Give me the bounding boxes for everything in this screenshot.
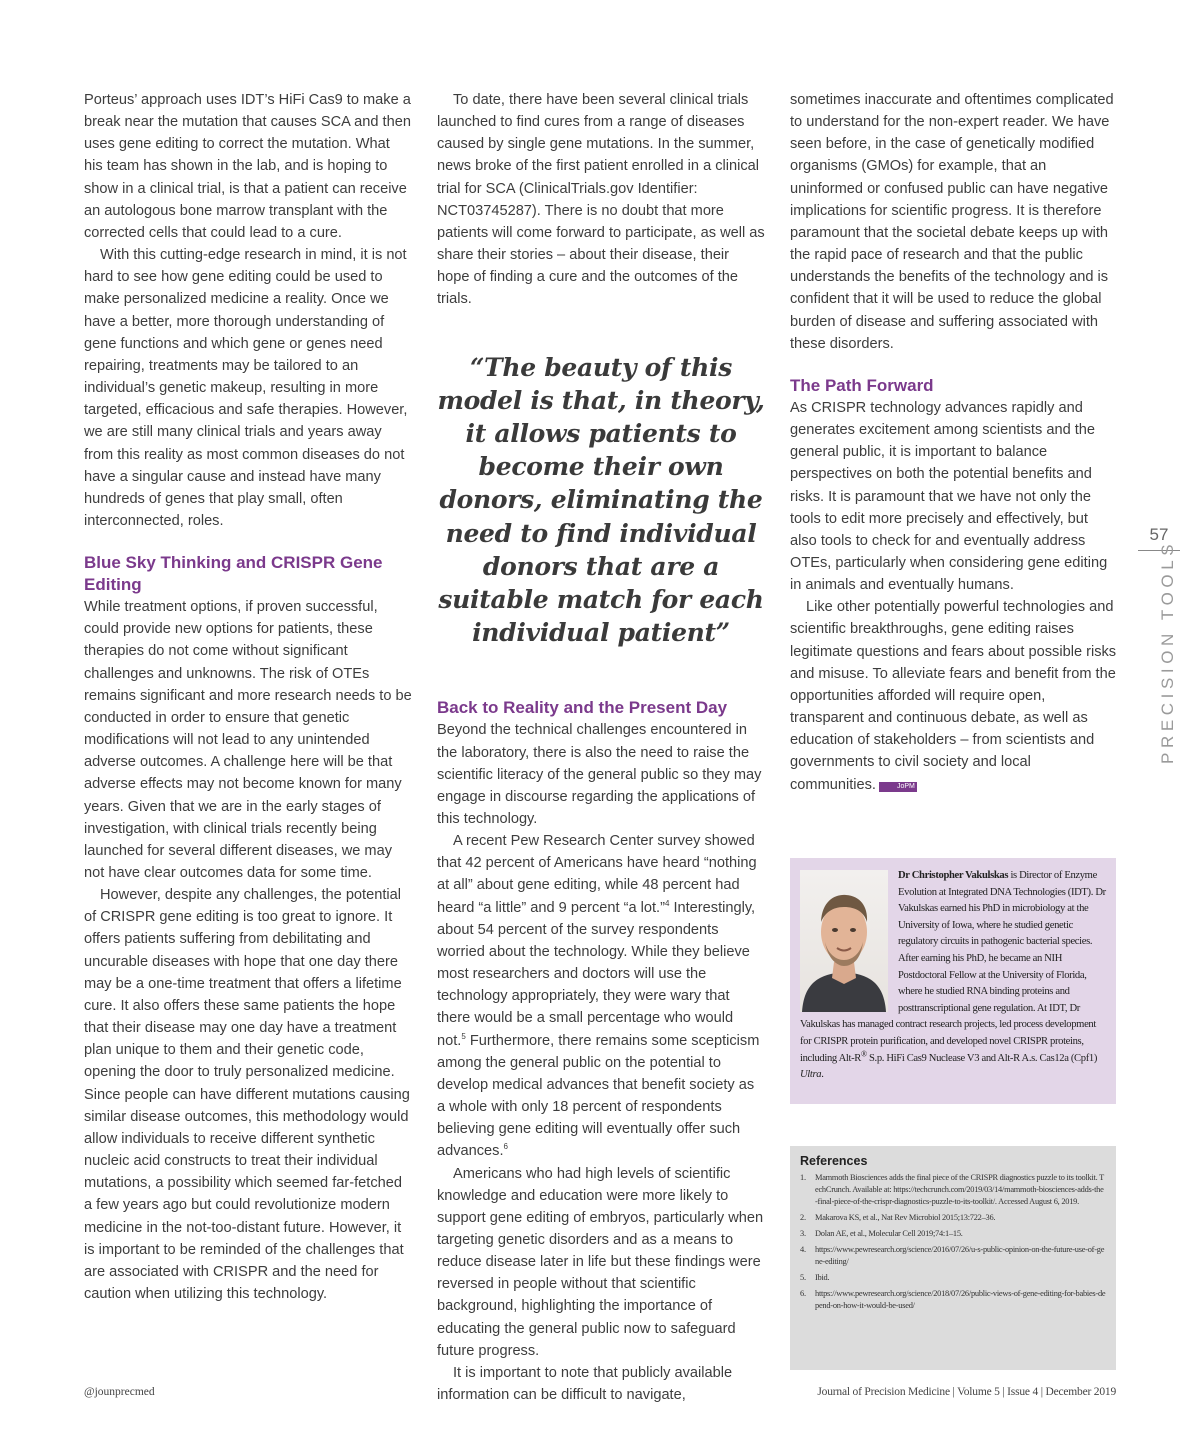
registered-mark: ® bbox=[860, 1049, 867, 1058]
author-bio-box bbox=[790, 858, 1116, 1104]
reference-text: Makarova KS, et al., Nat Rev Microbiol 2015;13:722–36. bbox=[815, 1213, 996, 1222]
bio-text: . bbox=[821, 1069, 824, 1081]
reference-text: Ibid. bbox=[815, 1273, 830, 1282]
reference-number: 1. bbox=[800, 1173, 806, 1182]
bio-text: S.p. HiFi Cas9 Nuclease V3 and Alt-R A.s. Cas12a (Cpf1) bbox=[866, 1052, 1098, 1064]
reference-number: 6. bbox=[800, 1289, 806, 1298]
paragraph: It is important to note that publicly available information can be difficult to navigate, bbox=[437, 1364, 733, 1404]
reference-text: https://www.pewresearch.org/science/2018/07/26/public-views-of-gene-editing-for-babies-depend-on-how-it-would-be-used/ bbox=[815, 1289, 1106, 1310]
footer-journal-info: Journal of Precision Medicine | Volume 5 | Issue 4 | December 2019 bbox=[817, 1386, 1116, 1398]
reference-number: 5. bbox=[800, 1273, 806, 1282]
paragraph: However, despite any challenges, the potential of CRISPR gene editing is too great to ignore. It offers patients suffering from debilitating and uncurable diseases with hope that one day there may be a one-time treatment that offers a lifetime cure. It also offers these same patients the hope that their disease may one day have a treatment plan unique to them and their genetic code, opening the door to truly personalized medicine. Since people can have different mutations causing similar disease outcomes, this methodology would allow individuals to receive different synthetic nucleic acid constructs to treat their individual mutations, a possibility which seemed far-fetched a few years ago but could revolutionize modern medicine in the not-too-distant future. However, it is important to be reminded of the challenges that are associated with CRISPR and the need for caution when utilizing this technology. bbox=[84, 887, 410, 1302]
reference-number: 4. bbox=[800, 1245, 806, 1254]
reference-item bbox=[800, 1228, 1106, 1240]
reference-marker: 5 bbox=[461, 1031, 466, 1041]
references-list bbox=[800, 1172, 1106, 1312]
paragraph: sometimes inaccurate and oftentimes complicated to understand for the non-expert reader. We have seen before, in the case of genetically modified organisms (GMOs) for example, that an uninformed or confused public can have negative implications for scientific progress. It is therefore paramount that the societal debate keeps up with the rapid pace of research and that the public understands the benefits of the technology and is confident that it will be used to reduce the global burden of disease and suffering associated with these disorders. bbox=[790, 92, 1114, 352]
paragraph: Porteus’ approach uses IDT’s HiFi Cas9 to make a break near the mutation that causes SCA and then uses gene editing to correct the mutation. What his team has shown in the lab, and is hoping to show in a clinical trial, is that a patient can receive an autologous bone marrow transplant with the corrected cells that could lead to a cure. bbox=[84, 92, 411, 241]
paragraph-text: Like other potentially powerful technologies and scientific breakthroughs, gene editing raises legitimate questions and fears about possible risks and misuse. To alleviate fears and benefit from the opportunities afforded will require open, transparent and continuous debate, as well as education of stakeholders – from scientists and governments to civil society and local communities. bbox=[790, 599, 1117, 793]
paragraph: With this cutting-edge research in mind, it is not hard to see how gene editing could be used to make personalized medicine a reality. Once we have a better, more thorough understanding of gene functions and which gene or genes need repairing, treatments may be tailored to an individual’s genetic makeup, resulting in more targeted, efficacious and safe therapies. However, we are still many clinical trials and years away from this reality as most common diseases do not have a singular cause and instead have many hundreds of genes that play small, often interconnected, roles. bbox=[84, 247, 408, 529]
reference-item bbox=[800, 1244, 1106, 1268]
reference-item bbox=[800, 1212, 1106, 1224]
pull-quote: “The beauty of this model is that, in theory, it allows patients to become their own donors, eliminating the need to find individual donors that are a suitable match for each individual patient” bbox=[437, 352, 765, 648]
paragraph: Americans who had high levels of scientific knowledge and education were more likely to support gene editing of embryos, particularly when targeting genetic disorders and as a means to reduce disease later in life but these findings were reversed in people without that scientific background, highlighting the importance of educating the general public now to safeguard future progress. bbox=[437, 1165, 764, 1359]
bio-text: is Director of Enzyme Evolution at Integrated DNA Technologies (IDT). Dr Vakulskas earned his PhD in microbiology at the University of Iowa, where he studied genetic regulatory circuits in pathogenic bacterial species. After earning his PhD, he became an NIH Postdoctoral Fellow at the University of Florida, where he studied RNA binding proteins and posttranscriptional gene regulation. At IDT, Dr Vakulskas has managed contract research projects, led process development for CRISPR protein purification, and developed novel CRISPR proteins, including Alt-R bbox=[800, 870, 1106, 1064]
paragraph: To date, there have been several clinical trials launched to find cures from a range of diseases caused by single gene mutations. In the summer, news broke of the first patient enrolled in a clinical trial for SCA (ClinicalTrials.gov Identifier: NCT03745287). There is no doubt that more patients will come forward to participate, as well as share their stories – about their disease, their hope of finding a cure and the outcomes of the trials. bbox=[437, 92, 765, 308]
article-column-3 bbox=[790, 89, 1118, 796]
paragraph bbox=[790, 596, 1118, 795]
paragraph: While treatment options, if proven successful, could provide new options for patients, these therapies do not come without significant challenges and unknowns. The risk of OTEs remains significant and more research needs to be conducted in order to ensure that genetic modifications will not lead to any unintended adverse outcomes. A challenge here will be that adverse effects may not become known for many years. Given that we are in the early stages of investigation, with clinical trials recently being launched for several different diseases, we may not have clear outcomes data for some time. bbox=[84, 599, 412, 881]
author-portrait-illustration bbox=[800, 870, 888, 1012]
reference-marker: 4 bbox=[664, 898, 670, 908]
bio-text-italic: Ultra bbox=[800, 1069, 822, 1081]
reference-text: https://www.pewresearch.org/science/2016/07/26/u-s-public-opinion-on-the-future-use-of-gene-editing/ bbox=[815, 1245, 1105, 1266]
reference-item bbox=[800, 1172, 1106, 1208]
paragraph-text: Furthermore, there remains some scepticism among the general public on the potential to develop medical advances that benefit society as a whole with only 18 percent of respondents believing gene editing will eventually offer such advances. bbox=[437, 1032, 760, 1160]
reference-item bbox=[800, 1272, 1106, 1284]
reference-marker: 6 bbox=[503, 1142, 508, 1152]
reference-text: Mammoth Biosciences adds the final piece of the CRISPR diagnostics puzzle to its toolkit. TechCrunch. Available at: https://techcrunch.com/2019/03/14/mammoth-biosciences-adds-the-final-piece-of-the-crispr-diagnostics-puzzle-to-its-toolkit/. Accessed August 6, 2019. bbox=[815, 1173, 1105, 1206]
references-box bbox=[790, 1146, 1116, 1370]
section-heading: Blue Sky Thinking and CRISPR Gene Editing bbox=[84, 553, 383, 595]
section-label: PRECISION TOOLS bbox=[1158, 539, 1177, 764]
footer-handle: @jounprecmed bbox=[84, 1386, 155, 1398]
references-title: References bbox=[800, 1154, 868, 1168]
article-column-1 bbox=[84, 89, 412, 1305]
page-number: 57 bbox=[1149, 525, 1169, 544]
section-heading: The Path Forward bbox=[790, 375, 934, 395]
author-name: Dr Christopher Vakulskas bbox=[898, 870, 1009, 881]
author-photo bbox=[800, 870, 888, 1012]
paragraph-text: A recent Pew Research Center survey showed that 42 percent of Americans have heard “nothing at all” about gene editing, while 48 percent had heard “a little” and 9 percent “a lot.” bbox=[437, 833, 757, 916]
reference-number: 3. bbox=[800, 1229, 806, 1238]
paragraph: As CRISPR technology advances rapidly and generates excitement among scientists and the general public, it is important to balance perspectives on both the potential benefits and risks. It is paramount that we have not only the tools to edit more precisely and effectively, but also tools to check for and eventually address OTEs, particularly when considering gene editing in animals and eventually humans. bbox=[790, 399, 1108, 594]
article-column-2 bbox=[437, 89, 765, 1406]
reference-text: Dolan AE, et al., Molecular Cell 2019;74:1–15. bbox=[815, 1229, 963, 1238]
paragraph bbox=[437, 830, 765, 1162]
reference-number: 2. bbox=[800, 1213, 806, 1222]
paragraph: Beyond the technical challenges encountered in the laboratory, there is also the need to raise the scientific literacy of the general public so they may engage in discourse regarding the applications of this technology. bbox=[437, 722, 762, 828]
jopm-end-mark: JoPM bbox=[879, 782, 917, 792]
section-heading: Back to Reality and the Present Day bbox=[437, 698, 728, 718]
reference-item bbox=[800, 1288, 1106, 1312]
paragraph-text: Interestingly, about 54 percent of the survey respondents worried about the technology. While they believe most researchers and doctors will use the technology appropriately, they were wary that there would be a small percentage who would not. bbox=[437, 899, 756, 1049]
